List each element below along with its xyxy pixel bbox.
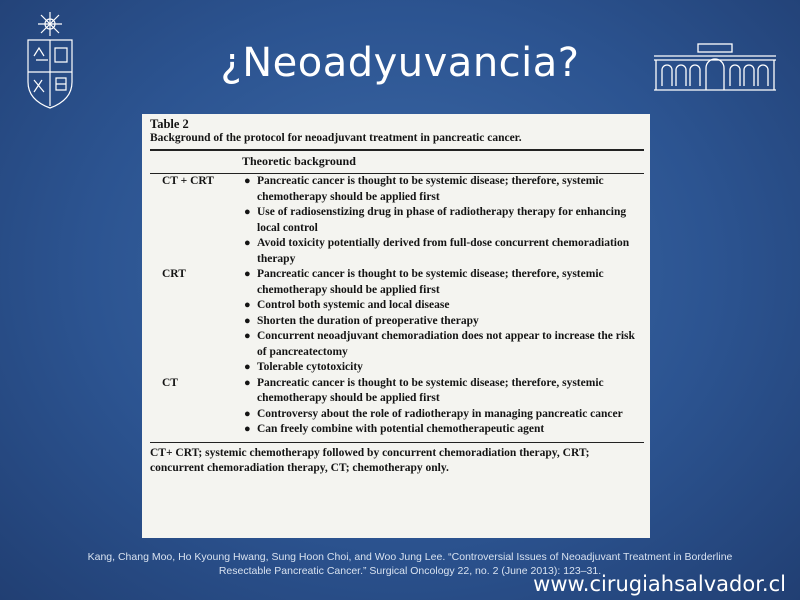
bullet-icon: ● — [244, 407, 251, 420]
list-item: ● Can freely combine with potential chemotherapeutic agent — [244, 422, 644, 438]
list-item: ● Shorten the duration of preoperative therapy — [244, 314, 644, 330]
bullet-icon: ● — [244, 330, 251, 342]
table-group-crt — [150, 267, 644, 376]
table-image — [142, 114, 650, 538]
bullet-icon: ● — [244, 423, 251, 435]
group-name: CRT — [162, 268, 186, 280]
bullet-icon: ● — [244, 268, 251, 280]
table-group-ct-crt — [150, 174, 644, 267]
list-item: ● Concurrent neoadjuvant chemoradiation does not appear to increase the risk of pancreatectomy — [244, 329, 644, 360]
list-item: ● Control both systemic and local disease — [244, 298, 644, 314]
citation-line-2: Resectable Pancreatic Cancer.” Surgical Oncology 22, no. 2 (June 2013): 123–31. — [218, 565, 602, 577]
list-item: ● Pancreatic cancer is thought to be systemic disease; therefore, systemic chemotherapy should be applied first — [244, 376, 644, 407]
citation-line-1: Kang, Chang Moo, Ho Kyoung Hwang, Sung Hoon Choi, and Woo Jung Lee. “Controversial Issues of Neoadjuvant Treatment in Borderline — [87, 551, 733, 563]
table-group-ct — [150, 376, 644, 438]
list-item: ● Pancreatic cancer is thought to be systemic disease; therefore, systemic chemotherapy should be applied first — [244, 267, 644, 298]
bullet-icon: ● — [244, 206, 251, 218]
bullet-icon: ● — [244, 299, 251, 311]
table-header: Theoretic background — [242, 154, 356, 168]
table-label: Table 2 — [150, 117, 189, 131]
list-item: ● Pancreatic cancer is thought to be systemic disease; therefore, systemic chemotherapy should be applied first — [244, 174, 644, 205]
list-item: ● Avoid toxicity potentially derived from full-dose concurrent chemoradiation therapy — [244, 236, 644, 267]
group-name: CT — [162, 376, 178, 389]
bullet-icon: ● — [244, 376, 251, 389]
list-item: ● Controversy about the role of radiotherapy in managing pancreatic cancer — [244, 407, 644, 423]
table-footnote: CT+ CRT; systemic chemotherapy followed by concurrent chemoradiation therapy, CRT; concurrent chemoradiation therapy, CT; chemotherapy only. — [150, 446, 590, 474]
slide-title: ¿Neoadyuvancia? — [220, 40, 580, 86]
table-caption: Background of the protocol for neoadjuvant treatment in pancreatic cancer. — [150, 132, 522, 144]
bullet-icon: ● — [244, 175, 251, 187]
list-item: ● Use of radiosenstizing drug in phase of radiotherapy therapy for enhancing local control — [244, 205, 644, 236]
bullet-icon: ● — [244, 314, 251, 327]
bullet-icon: ● — [244, 237, 251, 249]
group-name: CT + CRT — [162, 175, 214, 187]
website-url: www.cirugiahsalvador.cl — [533, 572, 786, 596]
list-item: ● Tolerable cytotoxicity — [244, 360, 644, 376]
bullet-icon: ● — [244, 361, 251, 373]
